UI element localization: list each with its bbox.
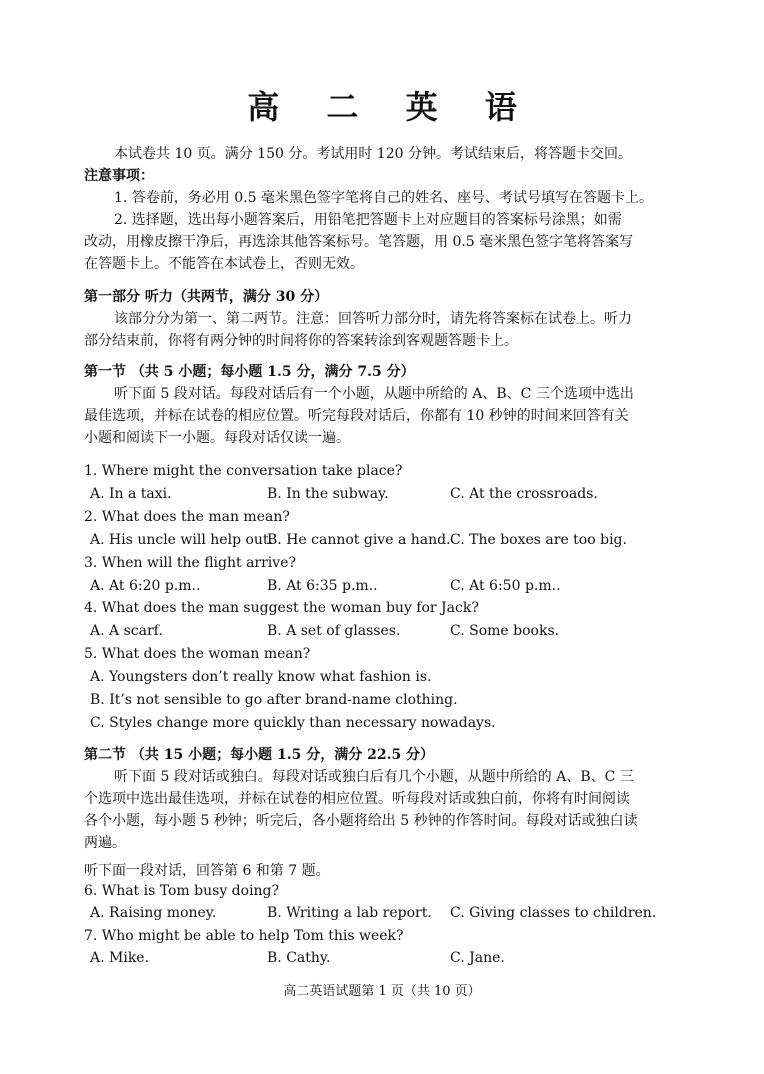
intro-text: 本试卷共 10 页。满分 150 分。考试用时 120 分钟。考试结束后，将答题卡交回。: [114, 146, 632, 162]
section2-text: 听下面 5 段对话或独白。每段对话或独白后有几个小题，从题中所给的 A、B、C 三: [114, 769, 634, 785]
option-c: C. At the crossroads.: [450, 486, 598, 502]
notice-item-1: 1. 答卷前，务必用 0.5 毫米黑色签字笔将自己的姓名、座号、考试号填写在答题卡上。: [114, 190, 653, 206]
page-title: 高 二 英 语: [247, 88, 535, 126]
question-3: 3. When will the flight arrive?: [84, 555, 296, 571]
section1-text: 最佳选项，并标在试卷的相应位置。听完每段对话后，你都有 10 秒钟的时间来回答有关: [84, 408, 629, 424]
option-c: C. At 6:50 p.m..: [450, 578, 561, 594]
section1-text: 听下面 5 段对话。每段对话后有一个小题，从题中所给的 A、B、C 三个选项中选出: [114, 386, 634, 402]
option-c: C. Styles change more quickly than necessary nowadays.: [90, 715, 496, 731]
option-b: B. It’s not sensible to go after brand-name clothing.: [90, 692, 458, 708]
section2-text: 个选项中选出最佳选项，并标在试卷的相应位置。听每段对话或独白前，你将有时间阅读: [84, 791, 630, 807]
question-5: 5. What does the woman mean?: [84, 646, 311, 662]
option-b: B. In the subway.: [267, 486, 389, 502]
part1-text: 该部分分为第一、第二两节。注意：回答听力部分时，请先将答案标在试卷上。听力: [114, 311, 632, 327]
page-footer: 高二英语试题第 1 页（共 10 页）: [283, 984, 481, 999]
section2-text: 两遍。: [84, 835, 126, 851]
section2-text: 各个小题，每小题 5 秒钟；听完后，各小题将给出 5 秒钟的作答时间。每段对话或独白读: [84, 813, 638, 829]
section2-prompt: 听下面一段对话，回答第 6 和第 7 题。: [84, 863, 330, 879]
option-a: A. At 6:20 p.m..: [90, 578, 201, 594]
part1-text: 部分结束前，你将有两分钟的时间将你的答案转涂到客观题答题卡上。: [84, 333, 518, 349]
notice-item-2-cont: 在答题卡上。不能答在本试卷上，否则无效。: [84, 256, 364, 272]
notice-item-2-cont: 改动，用橡皮擦干净后，再选涂其他答案标号。笔答题，用 0.5 毫米黑色签字笔将答案写: [84, 234, 634, 250]
question-1: 1. Where might the conversation take place?: [84, 463, 403, 479]
section1-heading: 第一节 （共 5 小题；每小题 1.5 分，满分 7.5 分）: [84, 364, 415, 380]
option-b: B. He cannot give a hand.: [267, 532, 451, 548]
option-c: C. The boxes are too big.: [450, 532, 627, 548]
section2-heading: 第二节 （共 15 小题；每小题 1.5 分，满分 22.5 分）: [84, 747, 435, 763]
option-b: B. Writing a lab report.: [267, 905, 432, 921]
part1-heading: 第一部分 听力（共两节，满分 30 分）: [84, 289, 329, 305]
option-a: A. Mike.: [90, 950, 150, 966]
question-7: 7. Who might be able to help Tom this week?: [84, 928, 404, 944]
option-a: A. In a taxi.: [90, 486, 172, 502]
section1-text: 小题和阅读下一小题。每段对话仅读一遍。: [84, 430, 350, 446]
option-c: C. Some books.: [450, 623, 560, 639]
option-c: C. Giving classes to children.: [450, 905, 657, 921]
option-a: A. A scarf.: [90, 623, 163, 639]
option-c: C. Jane.: [450, 950, 505, 966]
option-b: B. Cathy.: [267, 950, 331, 966]
option-a: A. His uncle will help out.: [90, 532, 273, 548]
notice-heading: 注意事项：: [84, 168, 154, 184]
question-2: 2. What does the man mean?: [84, 509, 290, 525]
option-a: A. Raising money.: [90, 905, 217, 921]
option-b: B. At 6:35 p.m..: [267, 578, 378, 594]
notice-item-2: 2. 选择题，选出每小题答案后，用铅笔把答题卡上对应题目的答案标号涂黑；如需: [114, 212, 622, 228]
question-6: 6. What is Tom busy doing?: [84, 883, 280, 899]
option-a: A. Youngsters don’t really know what fashion is.: [90, 669, 432, 685]
option-b: B. A set of glasses.: [267, 623, 401, 639]
question-4: 4. What does the man suggest the woman buy for Jack?: [84, 600, 479, 616]
